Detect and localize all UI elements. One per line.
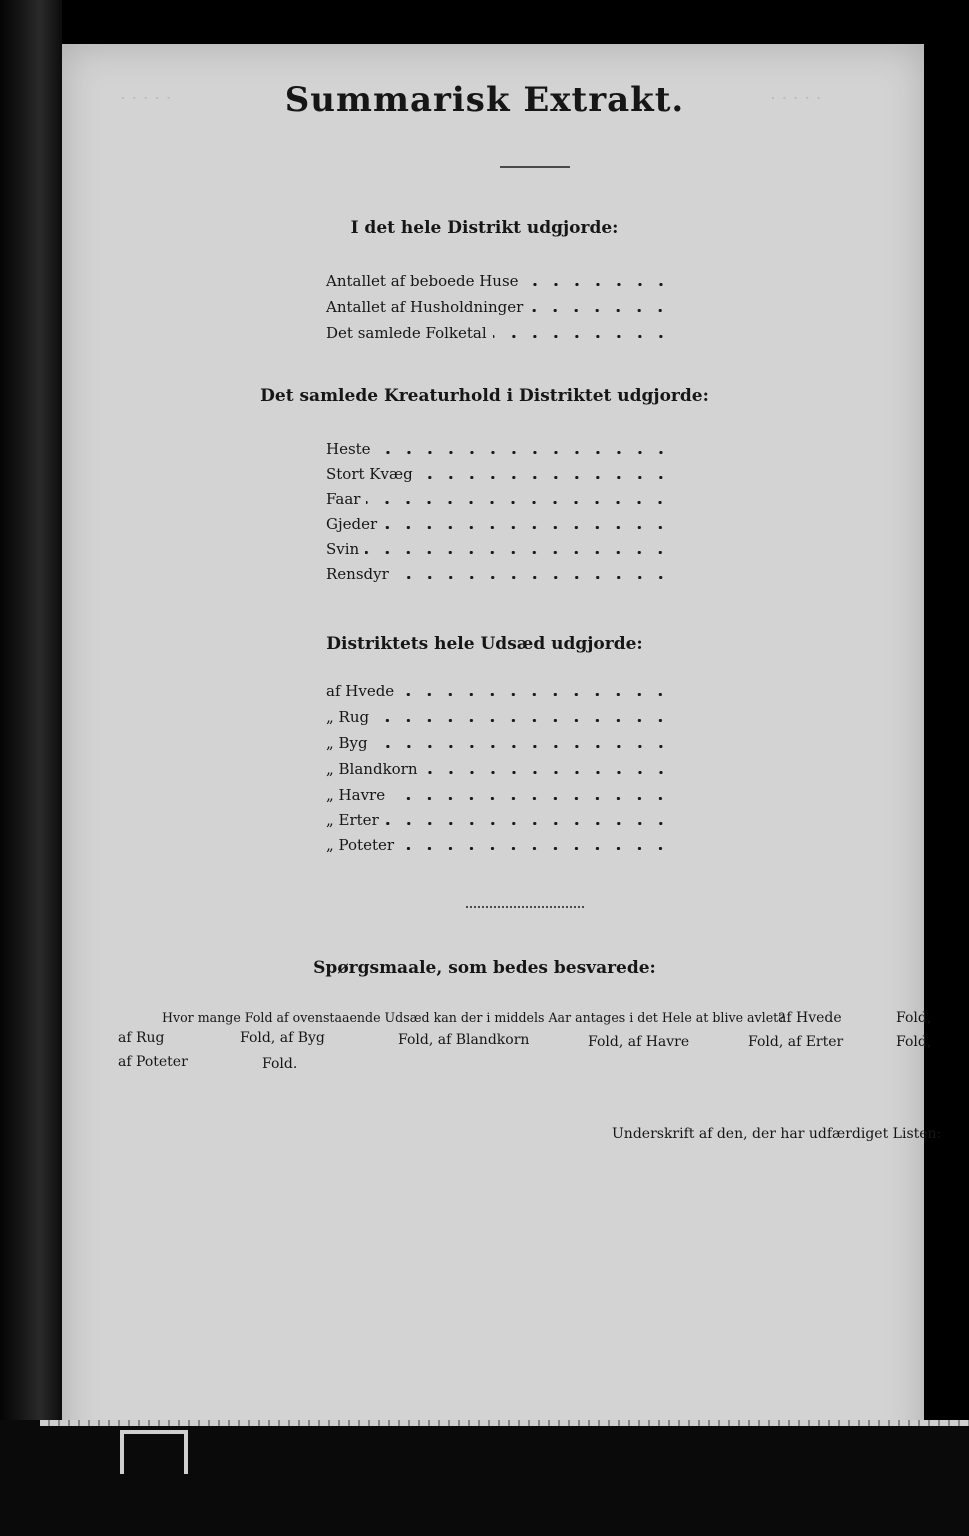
question-fold: Fold, [896, 1010, 932, 1026]
dot-leader [525, 283, 671, 286]
section-divider [466, 906, 584, 908]
question-hvede: af Hvede [778, 1010, 842, 1026]
dot-leader [375, 719, 671, 722]
list-item [326, 270, 671, 292]
list-item [326, 680, 671, 702]
dot-leader [400, 693, 671, 696]
list-item [326, 488, 671, 510]
list-item [326, 809, 671, 831]
section2-heading: Det samlede Kreaturhold i Distriktet udgjorde: [260, 386, 709, 406]
list-item-label: „ Poteter [326, 836, 395, 854]
section3-heading: Distriktets hele Udsæd udgjorde: [326, 634, 643, 654]
list-item-label: Svin [326, 540, 360, 558]
dot-leader [377, 451, 671, 454]
list-item-label: Gjeder [326, 515, 378, 533]
question-erter: Fold, af Erter [748, 1034, 844, 1050]
list-item [326, 706, 671, 728]
list-item [326, 732, 671, 754]
ghost-header-right: · · · · · [770, 88, 822, 109]
list-item-label: Rensdyr [326, 565, 389, 583]
dot-leader [400, 847, 671, 850]
list-item-label: Det samlede Folketal [326, 324, 487, 342]
question-poteter: af Poteter [118, 1054, 188, 1070]
dot-leader [374, 745, 671, 748]
question-rug: af Rug [118, 1030, 165, 1046]
list-item-label: Antallet af Husholdninger [326, 298, 524, 316]
title-divider [500, 166, 570, 168]
questions-heading: Spørgsmaale, som bedes besvarede: [313, 958, 656, 978]
list-item [326, 438, 671, 460]
list-item-label: af Hvede [326, 682, 395, 700]
list-item-label: Stort Kvæg [326, 465, 413, 483]
list-item [326, 784, 671, 806]
list-item [326, 538, 671, 560]
question-fold-end: Fold. [262, 1056, 298, 1072]
list-item [326, 296, 671, 318]
dot-leader [391, 797, 671, 800]
list-item-label: „ Byg [326, 734, 368, 752]
list-item-label: Antallet af beboede Huse [326, 272, 519, 290]
dot-leader [366, 501, 671, 504]
dot-leader [395, 576, 671, 579]
list-item-label: Faar [326, 490, 361, 508]
signature-line: Underskrift af den, der har udfærdiget Listen: [612, 1126, 942, 1142]
list-item-label: „ Rug [326, 708, 370, 726]
list-item-label: „ Havre [326, 786, 386, 804]
list-item [326, 322, 671, 344]
dot-leader [365, 551, 671, 554]
dot-leader [493, 335, 671, 338]
binding-tab [120, 1430, 188, 1474]
dot-leader [424, 771, 671, 774]
question-blandkorn: Fold, af Blandkorn [398, 1032, 530, 1048]
page-title: Summarisk Extrakt. [284, 80, 685, 120]
bottom-page-edge [40, 1420, 969, 1426]
dot-leader [383, 526, 671, 529]
dot-leader [529, 309, 671, 312]
list-item [326, 513, 671, 535]
dot-leader [385, 822, 671, 825]
list-item [326, 758, 671, 780]
list-item-label: „ Erter [326, 811, 379, 829]
question-fold: Fold, [896, 1034, 932, 1050]
section1-heading: I det hele Distrikt udgjorde: [350, 218, 619, 238]
ghost-header-left: · · · · · [120, 88, 172, 109]
question-line: Hvor mange Fold af ovenstaaende Udsæd kan der i middels Aar antages i det Hele at blive avlet? [162, 1010, 785, 1025]
list-item [326, 563, 671, 585]
question-havre: Fold, af Havre [588, 1034, 690, 1050]
list-item-label: „ Blandkorn [326, 760, 418, 778]
list-item [326, 463, 671, 485]
question-byg: Fold, af Byg [240, 1030, 325, 1046]
dot-leader [419, 476, 671, 479]
list-item [326, 834, 671, 856]
list-item-label: Heste [326, 440, 371, 458]
